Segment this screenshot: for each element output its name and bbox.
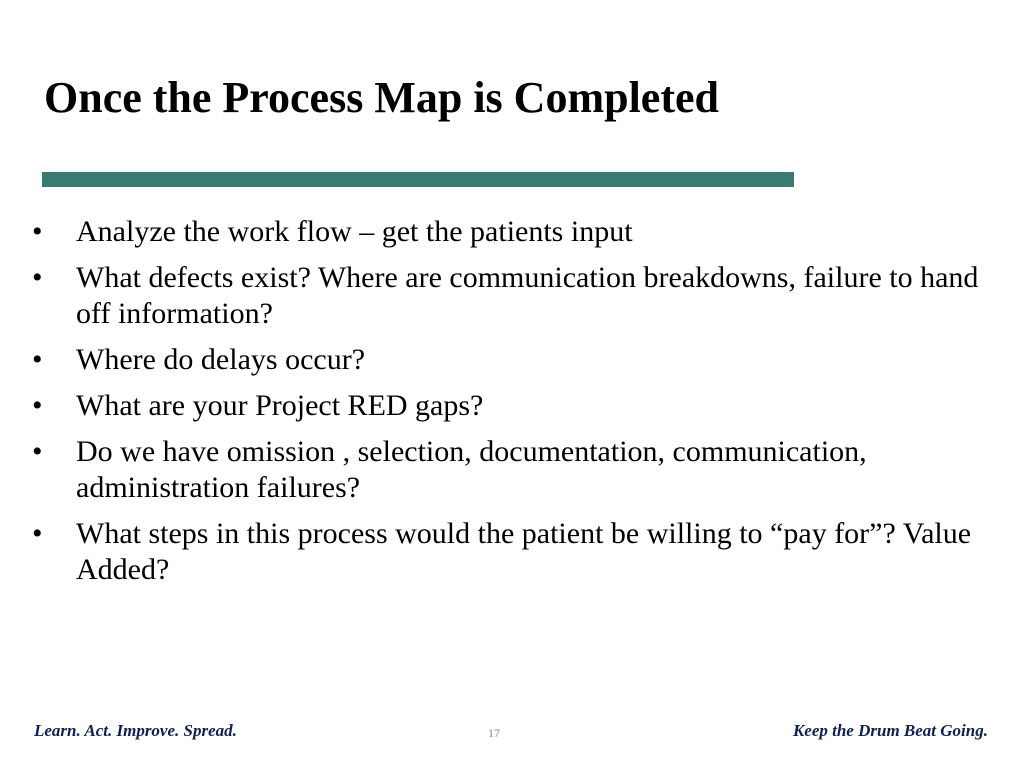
bullet-dot-icon: • <box>32 435 43 468</box>
bullet-text: What steps in this process would the patient be willing to “pay for”? Value Added? <box>76 517 972 586</box>
bullet-item <box>30 516 990 588</box>
bullet-item <box>30 214 990 250</box>
page-number: 17 <box>488 726 500 740</box>
bullet-dot-icon: • <box>32 215 43 248</box>
bullet-item <box>30 342 990 378</box>
bullet-text: What are your Project RED gaps? <box>76 389 484 422</box>
bullet-text: What defects exist? Where are communication breakdowns, failure to hand off information? <box>76 261 979 330</box>
bullet-item <box>30 434 990 506</box>
bullet-dot-icon: • <box>32 343 43 376</box>
bullet-text: Analyze the work flow – get the patients input <box>76 215 633 248</box>
bullet-item <box>30 388 990 424</box>
bullet-text: Where do delays occur? <box>76 343 366 376</box>
bullet-list <box>30 214 990 598</box>
footer-tagline-left: Learn. Act. Improve. Spread. <box>34 721 237 740</box>
bullet-dot-icon: • <box>32 389 43 422</box>
slide-title: Once the Process Map is Completed <box>44 73 719 122</box>
bullet-dot-icon: • <box>32 261 43 294</box>
bullet-item <box>30 260 990 332</box>
bullet-text: Do we have omission , selection, documentation, communication, administration failures? <box>76 435 867 504</box>
footer-tagline-right: Keep the Drum Beat Going. <box>792 721 988 740</box>
bullet-dot-icon: • <box>32 517 43 550</box>
title-underline-bar <box>42 172 794 187</box>
